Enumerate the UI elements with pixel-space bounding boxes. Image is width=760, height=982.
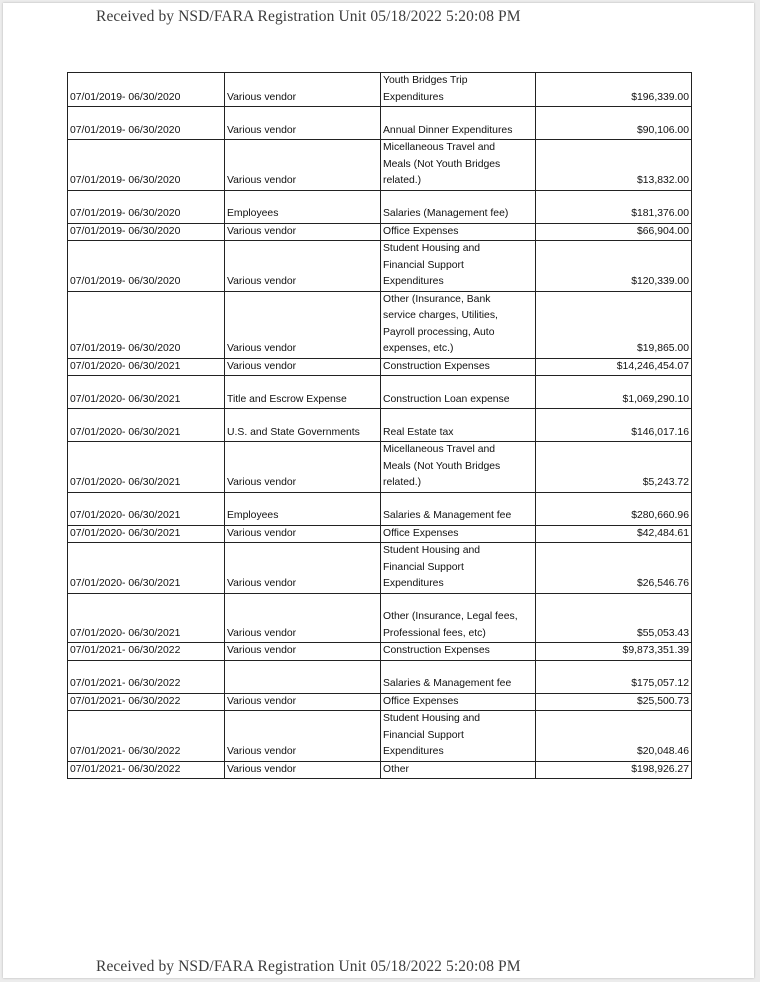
period-cell: 07/01/2020- 06/30/2021 [68, 358, 225, 376]
table-row [68, 73, 692, 107]
payee-cell: Various vendor [225, 358, 381, 376]
amount-cell: $181,376.00 [536, 190, 692, 223]
description-line: Financial Support [383, 259, 464, 271]
description-line: Youth Bridges Trip [383, 75, 468, 86]
period-cell: 07/01/2019- 06/30/2020 [68, 241, 225, 292]
description-line: Financial Support [383, 729, 464, 741]
period-cell: 07/01/2021- 06/30/2022 [68, 643, 225, 661]
table-row [68, 409, 692, 442]
description-line: Expenditures [383, 746, 444, 757]
description-line: Professional fees, etc) [383, 627, 486, 639]
description-line: Salaries & Management fee [383, 678, 512, 689]
table-row [68, 442, 692, 493]
description-cell [381, 140, 536, 191]
amount-cell: $13,832.00 [536, 140, 692, 191]
description-cell [381, 693, 536, 711]
table-row [68, 107, 692, 140]
description-line: Other (Insurance, Legal fees, [383, 611, 518, 622]
description-line: Expenditures [383, 276, 444, 287]
table-row [68, 525, 692, 543]
table-row [68, 711, 692, 762]
period-cell: 07/01/2021- 06/30/2022 [68, 711, 225, 762]
payee-cell: Employees [225, 190, 381, 223]
description-line: Construction Expenses [383, 645, 490, 656]
amount-cell: $5,243.72 [536, 442, 692, 493]
period-cell: 07/01/2021- 06/30/2022 [68, 660, 225, 693]
table-row [68, 291, 692, 358]
period-cell: 07/01/2020- 06/30/2021 [68, 593, 225, 643]
period-cell: 07/01/2020- 06/30/2021 [68, 409, 225, 442]
amount-cell: $175,057.12 [536, 660, 692, 693]
table-row [68, 140, 692, 191]
table-row [68, 543, 692, 594]
payee-cell: Various vendor [225, 140, 381, 191]
description-cell [381, 376, 536, 409]
table-row [68, 761, 692, 779]
description-line: Office Expenses [383, 527, 459, 539]
description-cell [381, 761, 536, 779]
amount-cell: $90,106.00 [536, 107, 692, 140]
period-cell: 07/01/2019- 06/30/2020 [68, 107, 225, 140]
description-line: Salaries (Management fee) [383, 208, 509, 219]
document-page [3, 3, 754, 978]
amount-cell: $20,048.46 [536, 711, 692, 762]
expenditure-table-body [68, 73, 692, 779]
table-row [68, 693, 692, 711]
payee-cell: Various vendor [225, 593, 381, 643]
amount-cell: $280,660.96 [536, 492, 692, 525]
period-cell: 07/01/2019- 06/30/2020 [68, 190, 225, 223]
period-cell: 07/01/2019- 06/30/2020 [68, 223, 225, 241]
payee-cell: U.S. and State Governments [225, 409, 381, 442]
payee-cell: Various vendor [225, 643, 381, 661]
description-line: Expenditures [383, 578, 444, 589]
description-cell [381, 442, 536, 493]
table-row [68, 643, 692, 661]
description-cell [381, 190, 536, 223]
description-cell [381, 409, 536, 442]
payee-cell: Title and Escrow Expense [225, 376, 381, 409]
period-cell: 07/01/2020- 06/30/2021 [68, 543, 225, 594]
payee-cell: Various vendor [225, 525, 381, 543]
description-cell [381, 525, 536, 543]
payee-cell: Various vendor [225, 223, 381, 241]
amount-cell: $66,904.00 [536, 223, 692, 241]
description-line: Other (Insurance, Bank [383, 293, 491, 305]
description-line: related.) [383, 175, 422, 186]
payee-cell: Various vendor [225, 711, 381, 762]
table-row [68, 190, 692, 223]
payee-cell: Various vendor [225, 442, 381, 493]
amount-cell: $1,069,290.10 [536, 376, 692, 409]
description-line: Meals (Not Youth Bridges [383, 460, 501, 472]
description-line: Micellaneous Travel and [383, 142, 496, 153]
period-cell: 07/01/2020- 06/30/2021 [68, 442, 225, 493]
description-cell [381, 241, 536, 292]
description-line: Other [383, 763, 409, 775]
period-cell: 07/01/2020- 06/30/2021 [68, 492, 225, 525]
payee-cell [225, 660, 381, 693]
amount-cell: $120,339.00 [536, 241, 692, 292]
description-line: Office Expenses [383, 225, 459, 237]
description-line: expenses, etc.) [383, 343, 454, 354]
amount-cell: $146,017.16 [536, 409, 692, 442]
period-cell: 07/01/2019- 06/30/2020 [68, 291, 225, 358]
expenditure-table [67, 72, 692, 779]
description-line: Meals (Not Youth Bridges [383, 158, 501, 170]
payee-cell: Various vendor [225, 543, 381, 594]
amount-cell: $55,053.43 [536, 593, 692, 643]
description-line: Expenditures [383, 91, 444, 103]
amount-cell: $198,926.27 [536, 761, 692, 779]
payee-cell: Various vendor [225, 73, 381, 107]
amount-cell: $196,339.00 [536, 73, 692, 107]
description-line: Financial Support [383, 561, 464, 573]
amount-cell: $9,873,351.39 [536, 643, 692, 661]
amount-cell: $26,546.76 [536, 543, 692, 594]
description-cell [381, 223, 536, 241]
description-cell [381, 492, 536, 525]
description-line: Real Estate tax [383, 426, 454, 438]
period-cell: 07/01/2021- 06/30/2022 [68, 761, 225, 779]
payee-cell: Various vendor [225, 291, 381, 358]
description-cell [381, 660, 536, 693]
description-cell [381, 358, 536, 376]
table-row [68, 492, 692, 525]
period-cell: 07/01/2020- 06/30/2021 [68, 525, 225, 543]
description-line: Salaries & Management fee [383, 510, 512, 521]
description-line: service charges, Utilities, [383, 310, 498, 321]
description-cell [381, 711, 536, 762]
description-cell [381, 593, 536, 643]
description-cell [381, 73, 536, 107]
description-line: Office Expenses [383, 695, 459, 707]
description-line: Construction Loan expense [383, 393, 510, 405]
payee-cell: Various vendor [225, 761, 381, 779]
amount-cell: $42,484.61 [536, 525, 692, 543]
received-stamp-top: Received by NSD/FARA Registration Unit 05/18/2022 5:20:08 PM [96, 8, 521, 25]
table-row [68, 241, 692, 292]
table-row [68, 358, 692, 376]
description-line: Construction Expenses [383, 360, 490, 372]
amount-cell: $14,246,454.07 [536, 358, 692, 376]
period-cell: 07/01/2021- 06/30/2022 [68, 693, 225, 711]
table-row [68, 593, 692, 643]
table-row [68, 660, 692, 693]
table-row [68, 223, 692, 241]
amount-cell: $25,500.73 [536, 693, 692, 711]
description-line: related.) [383, 477, 422, 488]
description-cell [381, 543, 536, 594]
amount-cell: $19,865.00 [536, 291, 692, 358]
description-cell [381, 643, 536, 661]
description-line: Student Housing and [383, 243, 481, 254]
description-line: Payroll processing, Auto [383, 326, 495, 338]
period-cell: 07/01/2020- 06/30/2021 [68, 376, 225, 409]
description-line: Student Housing and [383, 545, 481, 556]
description-line: Micellaneous Travel and [383, 444, 496, 455]
payee-cell: Employees [225, 492, 381, 525]
payee-cell: Various vendor [225, 693, 381, 711]
period-cell: 07/01/2019- 06/30/2020 [68, 140, 225, 191]
received-stamp-bottom: Received by NSD/FARA Registration Unit 05/18/2022 5:20:08 PM [96, 958, 521, 975]
payee-cell: Various vendor [225, 107, 381, 140]
description-line: Student Housing and [383, 713, 481, 724]
description-cell [381, 107, 536, 140]
period-cell: 07/01/2019- 06/30/2020 [68, 73, 225, 107]
description-cell [381, 291, 536, 358]
description-line: Annual Dinner Expenditures [383, 124, 513, 136]
payee-cell: Various vendor [225, 241, 381, 292]
table-row [68, 376, 692, 409]
